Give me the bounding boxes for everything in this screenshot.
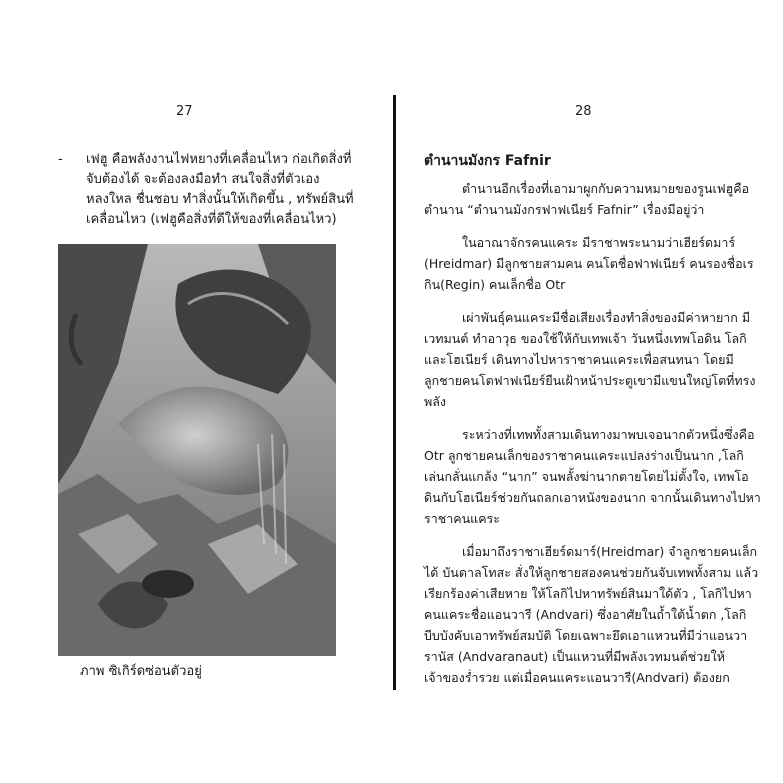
paragraph: ตำนานอีกเรื่องที่เอามาผูกกับความหมายของรูนเฟฮูคือตำนาน “ตำนานมังกรฟาฟเนียร์ Fafnir” เรื่องมีอยู่ว่า: [424, 181, 750, 217]
paragraph: เผ่าพันธุ์คนแคระมีชื่อเสียงเรื่องทำสิ่งของมีค่าหายาก มีเวทมนต์ ทำอาวุธ ของใช้ให้กับเทพเจ้า วันหนึ่งเทพโอดิน โลกิและโฮเนียร์ เดินทางไปหาราชาคนแคระเพื่อสนทนา โดยมีลูกชายคนโตฟาฟเนียร์ยืนเฝ้าหน้าประตูเขามีแขนใหญ่โตที่ทรงพลัง: [424, 310, 756, 409]
image-caption: ภาพ ซิเกิร์ดซ่อนตัวอยู่: [80, 664, 202, 679]
bullet-text: เฟฮู คือพลังงานไฟหยางที่เคลื่อนไหว ก่อเกิดสิ่งที่จับต้องได้ จะต้องลงมือทำ สนใจสิ่งที่ตัวเองหลงใหล ชื่นชอบ ทำสิ่งนั้นให้เกิดขึ้น , ทรัพย์สินที่เคลื่อนไหว (เฟฮูคือสิ่งที่ดีให้ของที่เคลื่อนไหว): [86, 152, 354, 227]
dragon-illustration: [58, 244, 336, 656]
bullet-mark: -: [58, 152, 63, 167]
paragraph: เมื่อมาถึงราชาเฮียร์ดมาร์(Hreidmar) จำลูกชายคนเล็กได้ บันดาลโทสะ สั่งให้ลูกชายสองคนช่วยกันจับเทพทั้งสาม แล้วเรียกร้องค่าเสียหาย ให้โลกิไปหาทรัพย์สินมาใด้ตัว , โลกิไปหาคนแคระชื่อแอนวารี (Andvari) ซึ่งอาศัยในถ้ำใต้น้ำตก ,โลกิบีบบังคับเอาทรัพย์สมบัติ โดยเฉพาะยึดเอาแหวนที่มีว่าแอนวารานัส (Andvaranaut) เป็นแหวนที่มีพลังเวทมนต์ช่วยให้เจ้าของร่ำรวย แต่เมื่อคนแคระแอนวารี(Andvari) ต้องยก: [424, 544, 759, 685]
page-number-right: 28: [575, 104, 592, 119]
right-page: [400, 0, 783, 783]
section-title: ตำนานมังกร Fafnir: [424, 153, 551, 169]
dragon-drawing: [58, 244, 336, 656]
page-number-left: 27: [176, 104, 193, 119]
bullet-paragraph: [58, 150, 364, 230]
body-text: [424, 178, 762, 700]
paragraph: ระหว่างที่เทพทั้งสามเดินทางมาพบเจอนากตัวหนึ่งซึ่งคือ Otr ลูกชายคนเล็กของราชาคนแคระแปลงร่างเป็นนาก ,โลกิเล่นกลั่นแกล้ง “นาก” จนพลั้งฆ่านากตายโดยไม่ตั้งใจ, เทพโอดินกับโฮเนียร์ช่วยกันถลกเอาหนังของนาก จากนั้นเดินทางไปหาราชาคนแคระ: [424, 427, 761, 526]
paragraph: ในอาณาจักรคนแคระ มีราชาพระนามว่าเฮียร์ดมาร์ (Hreidmar) มีลูกชายสามคน คนโตชื่อฟาฟเนียร์ คนรองชื่อเรกิน(Regin) คนเล็กชื่อ Otr: [424, 235, 754, 292]
page-divider: [393, 95, 396, 690]
